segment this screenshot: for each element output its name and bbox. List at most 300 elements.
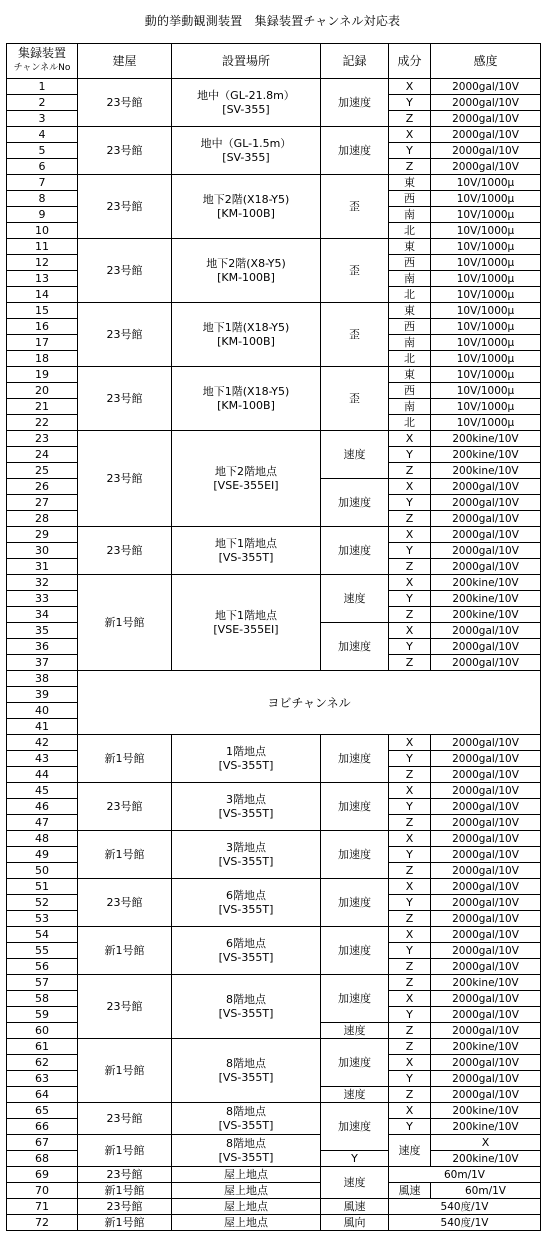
channel-number-cell: 26 bbox=[7, 479, 78, 495]
record-type-cell: 加速度 bbox=[321, 479, 389, 527]
record-type-cell: 歪 bbox=[321, 175, 389, 239]
channel-number-cell: 56 bbox=[7, 959, 78, 975]
building-cell: 23号館 bbox=[78, 975, 172, 1039]
channel-number-cell: 60 bbox=[7, 1023, 78, 1039]
table-row bbox=[7, 1103, 541, 1119]
sensitivity-cell: 2000gal/10V bbox=[431, 783, 541, 799]
component-cell: X bbox=[389, 575, 431, 591]
table-row bbox=[7, 831, 541, 847]
sensitivity-cell: 2000gal/10V bbox=[431, 95, 541, 111]
location-cell bbox=[172, 79, 321, 127]
header-channel bbox=[7, 44, 78, 79]
channel-number-cell: 40 bbox=[7, 703, 78, 719]
channel-number-cell: 29 bbox=[7, 527, 78, 543]
location-name: 地下1階(X18-Y5) bbox=[202, 384, 290, 398]
building-cell: 23号館 bbox=[78, 1167, 172, 1183]
sensitivity-cell: 2000gal/10V bbox=[431, 847, 541, 863]
channel-number-cell: 4 bbox=[7, 127, 78, 143]
sensor-model: [VS-355T] bbox=[218, 806, 274, 820]
location-name: 8階地点 bbox=[226, 992, 266, 1006]
sensor-model: [VSE-355EI] bbox=[213, 622, 279, 636]
component-cell: X bbox=[389, 431, 431, 447]
component-cell: 東 bbox=[389, 175, 431, 191]
location-cell bbox=[172, 1135, 321, 1167]
sensitivity-cell: 2000gal/10V bbox=[431, 143, 541, 159]
component-cell: 西 bbox=[389, 255, 431, 271]
sensitivity-cell: 10V/1000μ bbox=[431, 207, 541, 223]
component-cell: Z bbox=[389, 1087, 431, 1103]
channel-number-cell: 37 bbox=[7, 655, 78, 671]
sensitivity-cell: 10V/1000μ bbox=[431, 335, 541, 351]
location-name: 地下2階地点 bbox=[215, 464, 277, 478]
record-type-cell: 速度 bbox=[321, 1023, 389, 1039]
location-name: 屋上地点 bbox=[224, 1215, 268, 1229]
component-cell: 南 bbox=[389, 335, 431, 351]
component-cell: 南 bbox=[389, 271, 431, 287]
header-sensitivity: 感度 bbox=[431, 44, 541, 79]
sensitivity-cell: 60m/1V bbox=[389, 1167, 541, 1183]
location-name: 1階地点 bbox=[226, 744, 266, 758]
sensitivity-cell: 10V/1000μ bbox=[431, 239, 541, 255]
channel-number-cell: 32 bbox=[7, 575, 78, 591]
sensor-model: [VS-355T] bbox=[218, 902, 274, 916]
location-name: 屋上地点 bbox=[224, 1183, 268, 1197]
component-cell: 北 bbox=[389, 287, 431, 303]
record-type-cell: 加速度 bbox=[321, 927, 389, 975]
channel-number-cell: 50 bbox=[7, 863, 78, 879]
component-cell: X bbox=[389, 831, 431, 847]
building-cell: 23号館 bbox=[78, 527, 172, 575]
channel-number-cell: 42 bbox=[7, 735, 78, 751]
sensitivity-cell: 10V/1000μ bbox=[431, 399, 541, 415]
component-cell: Y bbox=[389, 591, 431, 607]
record-type-cell: 歪 bbox=[321, 239, 389, 303]
building-cell: 23号館 bbox=[78, 431, 172, 527]
channel-number-cell: 45 bbox=[7, 783, 78, 799]
channel-number-cell: 72 bbox=[7, 1215, 78, 1231]
sensitivity-cell: 10V/1000μ bbox=[431, 287, 541, 303]
channel-number-cell: 17 bbox=[7, 335, 78, 351]
sensitivity-cell: 2000gal/10V bbox=[431, 895, 541, 911]
sensitivity-cell: 2000gal/10V bbox=[431, 1071, 541, 1087]
record-type-cell: 加速度 bbox=[321, 783, 389, 831]
sensitivity-cell: 540度/1V bbox=[389, 1199, 541, 1215]
channel-number-cell: 36 bbox=[7, 639, 78, 655]
sensitivity-cell: 200kine/10V bbox=[431, 447, 541, 463]
table-row bbox=[7, 927, 541, 943]
building-cell: 23号館 bbox=[78, 79, 172, 127]
channel-number-cell: 25 bbox=[7, 463, 78, 479]
sensitivity-cell: 200kine/10V bbox=[431, 591, 541, 607]
sensor-model: [VS-355T] bbox=[218, 1118, 274, 1132]
sensitivity-cell: 540度/1V bbox=[389, 1215, 541, 1231]
sensitivity-cell: 2000gal/10V bbox=[431, 943, 541, 959]
component-cell: 東 bbox=[389, 239, 431, 255]
sensitivity-cell: 10V/1000μ bbox=[431, 383, 541, 399]
component-cell: Z bbox=[389, 767, 431, 783]
sensitivity-cell: 2000gal/10V bbox=[431, 927, 541, 943]
sensor-model: [VS-355T] bbox=[218, 1150, 274, 1164]
sensor-model: [VS-355T] bbox=[218, 1006, 274, 1020]
channel-number-cell: 23 bbox=[7, 431, 78, 447]
channel-number-cell: 58 bbox=[7, 991, 78, 1007]
sensor-model: [VS-355T] bbox=[218, 550, 274, 564]
location-cell bbox=[172, 239, 321, 303]
location-cell bbox=[172, 1183, 321, 1199]
header-channel-line1: 集録装置 bbox=[17, 46, 66, 60]
sensitivity-cell: 2000gal/10V bbox=[431, 623, 541, 639]
component-cell: X bbox=[389, 735, 431, 751]
sensitivity-cell: 2000gal/10V bbox=[431, 1023, 541, 1039]
table-row bbox=[7, 239, 541, 255]
location-name: 8階地点 bbox=[226, 1056, 266, 1070]
table-header-row bbox=[7, 44, 541, 79]
location-cell bbox=[172, 975, 321, 1039]
component-cell: Z bbox=[389, 959, 431, 975]
sensitivity-cell: 10V/1000μ bbox=[431, 255, 541, 271]
location-cell bbox=[172, 575, 321, 671]
component-cell: Y bbox=[389, 895, 431, 911]
sensitivity-cell: 10V/1000μ bbox=[431, 319, 541, 335]
table-row bbox=[7, 367, 541, 383]
record-type-cell: 風向 bbox=[321, 1215, 389, 1231]
channel-number-cell: 6 bbox=[7, 159, 78, 175]
sensitivity-cell: 2000gal/10V bbox=[431, 111, 541, 127]
component-cell: 北 bbox=[389, 415, 431, 431]
record-type-cell: 加速度 bbox=[321, 735, 389, 783]
component-cell: Y bbox=[389, 1119, 431, 1135]
channel-number-cell: 62 bbox=[7, 1055, 78, 1071]
record-type-cell: 速度 bbox=[389, 1135, 431, 1167]
sensor-model: [KM-100B] bbox=[217, 334, 275, 348]
location-name: 屋上地点 bbox=[224, 1167, 268, 1181]
channel-number-cell: 10 bbox=[7, 223, 78, 239]
component-cell: Y bbox=[389, 1007, 431, 1023]
sensitivity-cell: 2000gal/10V bbox=[431, 79, 541, 95]
document-title: 動的挙動観測装置 集録装置チャンネル対応表 bbox=[144, 14, 401, 28]
sensitivity-cell: 10V/1000μ bbox=[431, 303, 541, 319]
component-cell: Z bbox=[389, 607, 431, 623]
sensitivity-cell: 10V/1000μ bbox=[431, 271, 541, 287]
channel-number-cell: 14 bbox=[7, 287, 78, 303]
channel-number-cell: 1 bbox=[7, 79, 78, 95]
component-cell: Y bbox=[389, 495, 431, 511]
sensitivity-cell: 2000gal/10V bbox=[431, 751, 541, 767]
sensitivity-cell: 2000gal/10V bbox=[431, 527, 541, 543]
record-type-cell: 加速度 bbox=[321, 879, 389, 927]
spare-channel-cell: ヨビチャンネル bbox=[78, 671, 541, 735]
channel-number-cell: 68 bbox=[7, 1151, 78, 1167]
component-cell: Z bbox=[389, 1023, 431, 1039]
channel-number-cell: 35 bbox=[7, 623, 78, 639]
channel-number-cell: 71 bbox=[7, 1199, 78, 1215]
building-cell: 新1号館 bbox=[78, 735, 172, 783]
location-cell bbox=[172, 1199, 321, 1215]
channel-number-cell: 67 bbox=[7, 1135, 78, 1151]
record-type-cell: 加速度 bbox=[321, 831, 389, 879]
sensitivity-cell: 200kine/10V bbox=[431, 431, 541, 447]
sensitivity-cell: 2000gal/10V bbox=[431, 559, 541, 575]
sensitivity-cell: 200kine/10V bbox=[431, 1039, 541, 1055]
channel-number-cell: 20 bbox=[7, 383, 78, 399]
table-row bbox=[7, 303, 541, 319]
sensitivity-cell: 2000gal/10V bbox=[431, 863, 541, 879]
record-type-cell: 加速度 bbox=[321, 1039, 389, 1087]
channel-number-cell: 41 bbox=[7, 719, 78, 735]
location-cell bbox=[172, 735, 321, 783]
sensitivity-cell: 10V/1000μ bbox=[431, 415, 541, 431]
building-cell: 23号館 bbox=[78, 303, 172, 367]
channel-number-cell: 16 bbox=[7, 319, 78, 335]
record-type-cell: 加速度 bbox=[321, 127, 389, 175]
channel-number-cell: 61 bbox=[7, 1039, 78, 1055]
channel-number-cell: 3 bbox=[7, 111, 78, 127]
record-type-cell: 加速度 bbox=[321, 527, 389, 575]
table-row bbox=[7, 671, 541, 687]
channel-number-cell: 46 bbox=[7, 799, 78, 815]
channel-number-cell: 48 bbox=[7, 831, 78, 847]
sensitivity-cell: 2000gal/10V bbox=[431, 991, 541, 1007]
location-cell bbox=[172, 127, 321, 175]
location-name: 地下2階(X8-Y5) bbox=[206, 256, 286, 270]
channel-number-cell: 59 bbox=[7, 1007, 78, 1023]
channel-number-cell: 43 bbox=[7, 751, 78, 767]
channel-number-cell: 70 bbox=[7, 1183, 78, 1199]
table-row bbox=[7, 1039, 541, 1055]
channel-number-cell: 13 bbox=[7, 271, 78, 287]
table-row bbox=[7, 431, 541, 447]
component-cell: 西 bbox=[389, 383, 431, 399]
channel-number-cell: 22 bbox=[7, 415, 78, 431]
building-cell: 23号館 bbox=[78, 783, 172, 831]
building-cell: 23号館 bbox=[78, 367, 172, 431]
location-cell bbox=[172, 527, 321, 575]
channel-number-cell: 2 bbox=[7, 95, 78, 111]
channel-number-cell: 52 bbox=[7, 895, 78, 911]
sensor-model: [VS-355T] bbox=[218, 950, 274, 964]
table-body bbox=[7, 79, 541, 1231]
component-cell: Z bbox=[389, 559, 431, 575]
building-cell: 新1号館 bbox=[78, 1135, 172, 1167]
header-building: 建屋 bbox=[78, 44, 172, 79]
component-cell: X bbox=[389, 127, 431, 143]
sensor-model: [VS-355T] bbox=[218, 758, 274, 772]
component-cell: Y bbox=[389, 943, 431, 959]
component-cell: Z bbox=[389, 111, 431, 127]
record-type-cell: 加速度 bbox=[321, 623, 389, 671]
building-cell: 新1号館 bbox=[78, 1183, 172, 1199]
channel-number-cell: 27 bbox=[7, 495, 78, 511]
location-name: 8階地点 bbox=[226, 1136, 266, 1150]
location-name: 3階地点 bbox=[226, 792, 266, 806]
sensor-model: [VS-355T] bbox=[218, 1070, 274, 1084]
channel-table bbox=[6, 43, 541, 1231]
sensitivity-cell: 200kine/10V bbox=[431, 1151, 541, 1167]
component-cell: X bbox=[389, 879, 431, 895]
sensitivity-cell: 2000gal/10V bbox=[431, 767, 541, 783]
sensor-model: [KM-100B] bbox=[217, 398, 275, 412]
channel-number-cell: 7 bbox=[7, 175, 78, 191]
component-cell: 北 bbox=[389, 351, 431, 367]
location-cell bbox=[172, 367, 321, 431]
channel-number-cell: 11 bbox=[7, 239, 78, 255]
table-row bbox=[7, 1167, 541, 1183]
component-cell: X bbox=[389, 479, 431, 495]
building-cell: 23号館 bbox=[78, 239, 172, 303]
record-type-cell: 速度 bbox=[321, 431, 389, 479]
table-row bbox=[7, 79, 541, 95]
sensor-model: [VS-355T] bbox=[218, 854, 274, 868]
building-cell: 新1号館 bbox=[78, 1039, 172, 1103]
component-cell: Y bbox=[389, 847, 431, 863]
building-cell: 23号館 bbox=[78, 175, 172, 239]
table-row bbox=[7, 575, 541, 591]
channel-number-cell: 5 bbox=[7, 143, 78, 159]
sensitivity-cell: 2000gal/10V bbox=[431, 543, 541, 559]
sensitivity-cell: 2000gal/10V bbox=[431, 799, 541, 815]
channel-number-cell: 18 bbox=[7, 351, 78, 367]
record-type-cell: 風速 bbox=[321, 1199, 389, 1215]
component-cell: Y bbox=[389, 543, 431, 559]
component-cell: X bbox=[431, 1135, 541, 1151]
sensitivity-cell: 2000gal/10V bbox=[431, 1055, 541, 1071]
channel-number-cell: 15 bbox=[7, 303, 78, 319]
table-row bbox=[7, 527, 541, 543]
channel-number-cell: 51 bbox=[7, 879, 78, 895]
record-type-cell: 速度 bbox=[321, 1087, 389, 1103]
building-cell: 23号館 bbox=[78, 879, 172, 927]
sensor-model: [SV-355] bbox=[222, 150, 270, 164]
channel-number-cell: 8 bbox=[7, 191, 78, 207]
component-cell: Y bbox=[389, 95, 431, 111]
sensitivity-cell: 60m/1V bbox=[431, 1183, 541, 1199]
location-name: 8階地点 bbox=[226, 1104, 266, 1118]
component-cell: Z bbox=[389, 463, 431, 479]
building-cell: 新1号館 bbox=[78, 831, 172, 879]
channel-number-cell: 30 bbox=[7, 543, 78, 559]
component-cell: X bbox=[389, 79, 431, 95]
building-cell: 23号館 bbox=[78, 1103, 172, 1135]
table-row bbox=[7, 975, 541, 991]
building-cell: 新1号館 bbox=[78, 575, 172, 671]
component-cell: 南 bbox=[389, 207, 431, 223]
sensitivity-cell: 10V/1000μ bbox=[431, 367, 541, 383]
component-cell: 西 bbox=[389, 319, 431, 335]
building-cell: 23号館 bbox=[78, 127, 172, 175]
location-cell bbox=[172, 303, 321, 367]
component-cell: 東 bbox=[389, 367, 431, 383]
channel-number-cell: 64 bbox=[7, 1087, 78, 1103]
channel-number-cell: 21 bbox=[7, 399, 78, 415]
sensitivity-cell: 2000gal/10V bbox=[431, 479, 541, 495]
component-cell: Z bbox=[389, 815, 431, 831]
sensitivity-cell: 2000gal/10V bbox=[431, 1007, 541, 1023]
component-cell: X bbox=[389, 991, 431, 1007]
building-cell: 23号館 bbox=[78, 1199, 172, 1215]
channel-number-cell: 53 bbox=[7, 911, 78, 927]
channel-number-cell: 28 bbox=[7, 511, 78, 527]
location-name: 地下1階地点 bbox=[215, 608, 277, 622]
sensitivity-cell: 2000gal/10V bbox=[431, 639, 541, 655]
channel-number-cell: 57 bbox=[7, 975, 78, 991]
table-row bbox=[7, 1135, 541, 1151]
table-row bbox=[7, 127, 541, 143]
location-name: 地中（GL-1.5m） bbox=[200, 136, 292, 150]
table-row bbox=[7, 1215, 541, 1231]
component-cell: Z bbox=[389, 1039, 431, 1055]
sensitivity-cell: 2000gal/10V bbox=[431, 495, 541, 511]
building-cell: 新1号館 bbox=[78, 1215, 172, 1231]
location-name: 地下2階(X18-Y5) bbox=[202, 192, 290, 206]
channel-number-cell: 34 bbox=[7, 607, 78, 623]
component-cell: Y bbox=[389, 1071, 431, 1087]
sensitivity-cell: 200kine/10V bbox=[431, 463, 541, 479]
table-row bbox=[7, 175, 541, 191]
component-cell: Z bbox=[389, 655, 431, 671]
sensitivity-cell: 2000gal/10V bbox=[431, 127, 541, 143]
sensitivity-cell: 2000gal/10V bbox=[431, 959, 541, 975]
table-row bbox=[7, 1183, 541, 1199]
location-cell bbox=[172, 783, 321, 831]
channel-number-cell: 39 bbox=[7, 687, 78, 703]
component-cell: Z bbox=[389, 911, 431, 927]
record-type-cell: 加速度 bbox=[321, 975, 389, 1023]
location-name: 屋上地点 bbox=[224, 1199, 268, 1213]
table-row bbox=[7, 879, 541, 895]
channel-number-cell: 49 bbox=[7, 847, 78, 863]
sensitivity-cell: 2000gal/10V bbox=[431, 911, 541, 927]
location-cell bbox=[172, 1215, 321, 1231]
location-cell bbox=[172, 431, 321, 527]
sensitivity-cell: 200kine/10V bbox=[431, 1103, 541, 1119]
component-cell: X bbox=[389, 1055, 431, 1071]
record-type-cell: 速度 bbox=[321, 1167, 389, 1199]
table-row bbox=[7, 783, 541, 799]
sensitivity-cell: 2000gal/10V bbox=[431, 815, 541, 831]
component-cell: Y bbox=[389, 751, 431, 767]
location-cell bbox=[172, 879, 321, 927]
component-cell: Z bbox=[389, 511, 431, 527]
sensitivity-cell: 200kine/10V bbox=[431, 607, 541, 623]
channel-number-cell: 47 bbox=[7, 815, 78, 831]
component-cell: Z bbox=[389, 159, 431, 175]
record-type-cell: 歪 bbox=[321, 303, 389, 367]
sensor-model: [VSE-355EI] bbox=[213, 478, 279, 492]
component-cell: X bbox=[389, 783, 431, 799]
record-type-cell: 風速 bbox=[389, 1183, 431, 1199]
sensor-model: [KM-100B] bbox=[217, 206, 275, 220]
location-name: 6階地点 bbox=[226, 888, 266, 902]
component-cell: 東 bbox=[389, 303, 431, 319]
component-cell: Y bbox=[389, 143, 431, 159]
component-cell: Y bbox=[389, 639, 431, 655]
channel-number-cell: 24 bbox=[7, 447, 78, 463]
sensitivity-cell: 200kine/10V bbox=[431, 575, 541, 591]
record-type-cell: 歪 bbox=[321, 367, 389, 431]
component-cell: Z bbox=[389, 975, 431, 991]
location-cell bbox=[172, 1039, 321, 1103]
header-record: 記録 bbox=[321, 44, 389, 79]
location-cell bbox=[172, 927, 321, 975]
component-cell: Z bbox=[389, 863, 431, 879]
sensitivity-cell: 10V/1000μ bbox=[431, 223, 541, 239]
header-channel-line2: チャンネルNo bbox=[13, 63, 71, 73]
channel-number-cell: 63 bbox=[7, 1071, 78, 1087]
building-cell: 新1号館 bbox=[78, 927, 172, 975]
sensitivity-cell: 200kine/10V bbox=[431, 975, 541, 991]
sensitivity-cell: 10V/1000μ bbox=[431, 351, 541, 367]
component-cell: X bbox=[389, 527, 431, 543]
